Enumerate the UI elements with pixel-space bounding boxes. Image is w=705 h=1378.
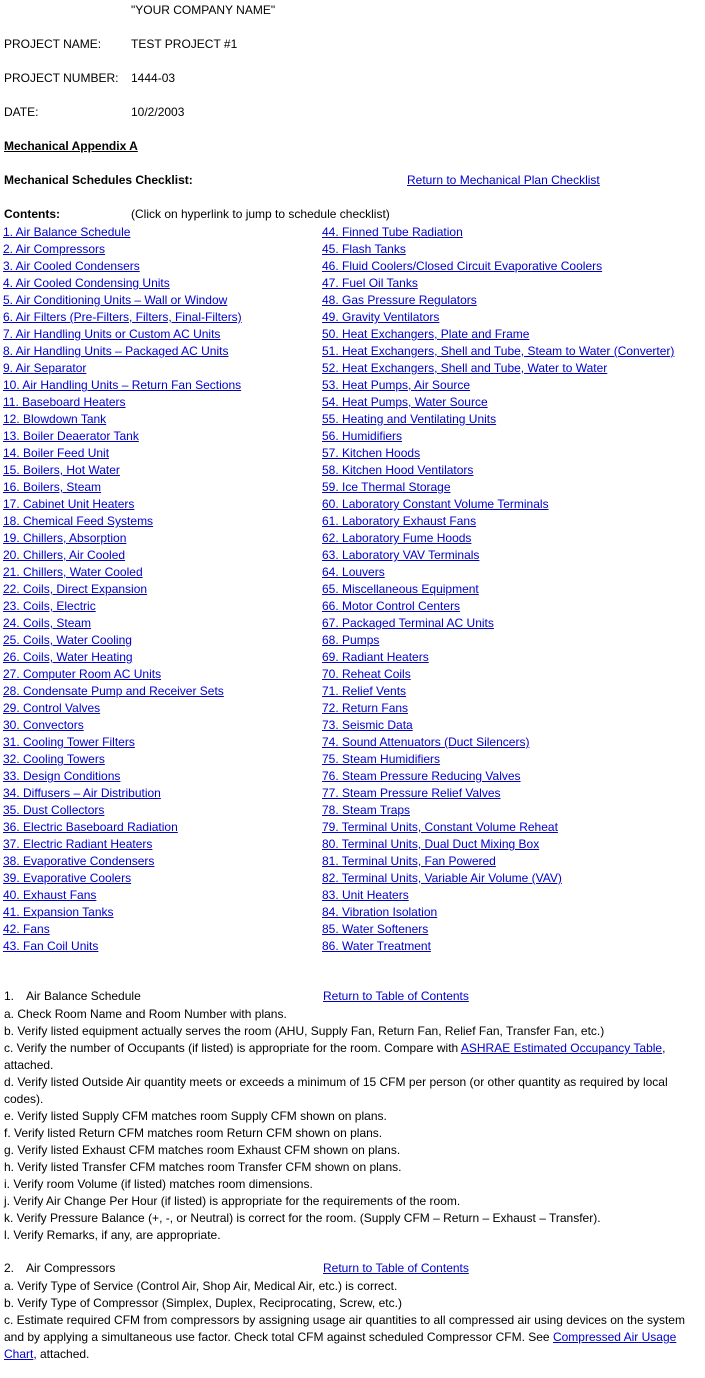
- contents-link[interactable]: 39. Evaporative Coolers: [3, 871, 132, 885]
- contents-link[interactable]: 70. Reheat Coils: [322, 667, 411, 681]
- contents-link[interactable]: 40. Exhaust Fans: [3, 888, 97, 902]
- section1-item-l: l. Verify Remarks, if any, are appropriate.: [4, 1228, 221, 1242]
- contents-link[interactable]: 53. Heat Pumps, Air Source: [322, 378, 471, 392]
- contents-link[interactable]: 84. Vibration Isolation: [322, 905, 438, 919]
- project-number-label: PROJECT NUMBER:: [4, 71, 119, 85]
- contents-link[interactable]: 49. Gravity Ventilators: [322, 310, 440, 324]
- contents-link[interactable]: 7. Air Handling Units or Custom AC Units: [3, 327, 221, 341]
- section1-item-g: g. Verify listed Exhaust CFM matches room Exhaust CFM shown on plans.: [4, 1143, 401, 1157]
- contents-link[interactable]: 58. Kitchen Hood Ventilators: [322, 463, 474, 477]
- contents-link[interactable]: 18. Chemical Feed Systems: [3, 514, 154, 528]
- return-to-plan-checklist-link[interactable]: Return to Mechanical Plan Checklist: [407, 173, 600, 187]
- contents-link[interactable]: 46. Fluid Coolers/Closed Circuit Evaporative Coolers: [322, 259, 603, 273]
- contents-link[interactable]: 72. Return Fans: [322, 701, 409, 715]
- contents-link[interactable]: 74. Sound Attenuators (Duct Silencers): [322, 735, 530, 749]
- contents-link[interactable]: 3. Air Cooled Condensers: [3, 259, 140, 273]
- contents-link[interactable]: 32. Cooling Towers: [3, 752, 105, 766]
- contents-link[interactable]: 52. Heat Exchangers, Shell and Tube, Water to Water: [322, 361, 608, 375]
- contents-link[interactable]: 23. Coils, Electric: [3, 599, 96, 613]
- section2-title: Air Compressors: [26, 1261, 116, 1275]
- contents-link[interactable]: 19. Chillers, Absorption: [3, 531, 127, 545]
- checklist-title: Mechanical Schedules Checklist:: [4, 173, 193, 187]
- section1-title: Air Balance Schedule: [26, 989, 141, 1003]
- contents-link[interactable]: 55. Heating and Ventilating Units: [322, 412, 497, 426]
- contents-link[interactable]: 13. Boiler Deaerator Tank: [3, 429, 139, 443]
- contents-link[interactable]: 31. Cooling Tower Filters: [3, 735, 135, 749]
- contents-link[interactable]: 42. Fans: [3, 922, 50, 936]
- contents-link[interactable]: 43. Fan Coil Units: [3, 939, 99, 953]
- section1-item-c-text: c. Verify the number of Occupants (if listed) is appropriate for the room. Compare with: [4, 1041, 461, 1055]
- contents-label: Contents:: [4, 207, 60, 221]
- section1-item-c-suffix: , attached.: [4, 1041, 666, 1072]
- contents-link[interactable]: 85. Water Softeners: [322, 922, 429, 936]
- contents-link[interactable]: 63. Laboratory VAV Terminals: [322, 548, 480, 562]
- section1-item-c: [4, 1040, 699, 1074]
- appendix-title: Mechanical Appendix A: [4, 139, 138, 153]
- contents-link[interactable]: 27. Computer Room AC Units: [3, 667, 162, 681]
- contents-link[interactable]: 69. Radiant Heaters: [322, 650, 429, 664]
- contents-link[interactable]: 65. Miscellaneous Equipment: [322, 582, 479, 596]
- contents-link[interactable]: 62. Laboratory Fume Hoods: [322, 531, 472, 545]
- contents-link[interactable]: 10. Air Handling Units – Return Fan Sections: [3, 378, 242, 392]
- date-label: DATE:: [4, 105, 39, 119]
- contents-link[interactable]: 51. Heat Exchangers, Shell and Tube, Steam to Water (Converter): [322, 344, 675, 358]
- contents-link[interactable]: 71. Relief Vents: [322, 684, 407, 698]
- section1-item-i: i. Verify room Volume (if listed) matches room dimensions.: [4, 1177, 313, 1191]
- section2-return-to-contents-link[interactable]: Return to Table of Contents: [323, 1261, 469, 1275]
- contents-link[interactable]: 17. Cabinet Unit Heaters: [3, 497, 135, 511]
- contents-link[interactable]: 68. Pumps: [322, 633, 380, 647]
- section2-item-a: a. Verify Type of Service (Control Air, Shop Air, Medical Air, etc.) is correct.: [4, 1279, 398, 1293]
- contents-link[interactable]: 77. Steam Pressure Relief Valves: [322, 786, 501, 800]
- section1-item-b: b. Verify listed equipment actually serves the room (AHU, Supply Fan, Return Fan, Relief Fan, Transfer Fan, etc.): [4, 1024, 605, 1038]
- contents-link[interactable]: 82. Terminal Units, Variable Air Volume (VAV): [322, 871, 562, 885]
- contents-link[interactable]: 73. Seismic Data: [322, 718, 413, 732]
- contents-link[interactable]: 57. Kitchen Hoods: [322, 446, 421, 460]
- contents-link[interactable]: 20. Chillers, Air Cooled: [3, 548, 126, 562]
- contents-link[interactable]: 6. Air Filters (Pre-Filters, Filters, Final-Filters): [3, 310, 242, 324]
- contents-link[interactable]: 45. Flash Tanks: [322, 242, 406, 256]
- contents-left-column: [3, 224, 242, 955]
- contents-link[interactable]: 56. Humidifiers: [322, 429, 403, 443]
- contents-link[interactable]: 79. Terminal Units, Constant Volume Reheat: [322, 820, 558, 834]
- section1-body: [4, 1006, 699, 1244]
- section1-item-f: f. Verify listed Return CFM matches room Return CFM shown on plans.: [4, 1126, 383, 1140]
- contents-link[interactable]: 86. Water Treatment: [322, 939, 431, 953]
- contents-link[interactable]: 1. Air Balance Schedule: [3, 225, 131, 239]
- contents-link[interactable]: 34. Diffusers – Air Distribution: [3, 786, 161, 800]
- section2-number: 2.: [4, 1261, 15, 1275]
- contents-link[interactable]: 15. Boilers, Hot Water: [3, 463, 120, 477]
- section1-item-h: h. Verify listed Transfer CFM matches room Transfer CFM shown on plans.: [4, 1160, 402, 1174]
- contents-link[interactable]: 11. Baseboard Heaters: [3, 395, 126, 409]
- contents-link[interactable]: 2. Air Compressors: [3, 242, 106, 256]
- contents-link[interactable]: 80. Terminal Units, Dual Duct Mixing Box: [322, 837, 540, 851]
- contents-link[interactable]: 35. Dust Collectors: [3, 803, 105, 817]
- contents-link[interactable]: 54. Heat Pumps, Water Source: [322, 395, 488, 409]
- date-value: 10/2/2003: [131, 105, 185, 119]
- section1-item-a: a. Check Room Name and Room Number with plans.: [4, 1007, 287, 1021]
- section1-item-j: j. Verify Air Change Per Hour (if listed) is appropriate for the requirements of the room.: [4, 1194, 461, 1208]
- contents-link[interactable]: 33. Design Conditions: [3, 769, 121, 783]
- contents-link[interactable]: 30. Convectors: [3, 718, 84, 732]
- contents-link[interactable]: 59. Ice Thermal Storage: [322, 480, 451, 494]
- section1-item-e: e. Verify listed Supply CFM matches room Supply CFM shown on plans.: [4, 1109, 387, 1123]
- section1-item-d: d. Verify listed Outside Air quantity meets or exceeds a minimum of 15 CFM per person (or other quantity as required by local codes).: [4, 1075, 668, 1106]
- contents-link[interactable]: 78. Steam Traps: [322, 803, 411, 817]
- contents-link[interactable]: 61. Laboratory Exhaust Fans: [322, 514, 477, 528]
- section2-item-c: [4, 1312, 699, 1363]
- contents-link[interactable]: 5. Air Conditioning Units – Wall or Window: [3, 293, 228, 307]
- project-number-value: 1444-03: [131, 71, 176, 85]
- contents-link[interactable]: 60. Laboratory Constant Volume Terminals: [322, 497, 549, 511]
- contents-link[interactable]: 50. Heat Exchangers, Plate and Frame: [322, 327, 530, 341]
- section2-item-c-text: c. Estimate required CFM from compressors by assigning usage air quantities to all compressed air using devices on the system and by applying a simultaneous use factor. Check total CFM against scheduled Compressor CFM. See: [4, 1313, 685, 1344]
- contents-link[interactable]: 4. Air Cooled Condensing Units: [3, 276, 170, 290]
- contents-link[interactable]: 44. Finned Tube Radiation: [322, 225, 463, 239]
- contents-link[interactable]: 14. Boiler Feed Unit: [3, 446, 110, 460]
- contents-hint: (Click on hyperlink to jump to schedule checklist): [131, 207, 390, 221]
- contents-link[interactable]: 76. Steam Pressure Reducing Valves: [322, 769, 521, 783]
- contents-link[interactable]: 83. Unit Heaters: [322, 888, 409, 902]
- contents-link[interactable]: 67. Packaged Terminal AC Units: [322, 616, 494, 630]
- contents-link[interactable]: 25. Coils, Water Cooling: [3, 633, 132, 647]
- contents-link[interactable]: 48. Gas Pressure Regulators: [322, 293, 477, 307]
- contents-link[interactable]: 9. Air Separator: [3, 361, 87, 375]
- contents-link[interactable]: 47. Fuel Oil Tanks: [322, 276, 418, 290]
- section1-item-k: k. Verify Pressure Balance (+, -, or Neutral) is correct for the room. (Supply CFM – Return – Exhaust – Transfer).: [4, 1211, 601, 1225]
- contents-link[interactable]: 66. Motor Control Centers: [322, 599, 461, 613]
- contents-link[interactable]: 81. Terminal Units, Fan Powered: [322, 854, 496, 868]
- contents-link[interactable]: 24. Coils, Steam: [3, 616, 92, 630]
- contents-link[interactable]: 41. Expansion Tanks: [3, 905, 114, 919]
- contents-link[interactable]: 28. Condensate Pump and Receiver Sets: [3, 684, 224, 698]
- contents-link[interactable]: 75. Steam Humidifiers: [322, 752, 441, 766]
- section2-item-b: b. Verify Type of Compressor (Simplex, Duplex, Reciprocating, Screw, etc.): [4, 1296, 402, 1310]
- contents-link[interactable]: 16. Boilers, Steam: [3, 480, 102, 494]
- contents-link[interactable]: 37. Electric Radiant Heaters: [3, 837, 153, 851]
- contents-link[interactable]: 8. Air Handling Units – Packaged AC Units: [3, 344, 229, 358]
- contents-link[interactable]: 12. Blowdown Tank: [3, 412, 107, 426]
- contents-link[interactable]: 26. Coils, Water Heating: [3, 650, 133, 664]
- contents-link[interactable]: 21. Chillers, Water Cooled: [3, 565, 143, 579]
- contents-right-column: [322, 224, 674, 955]
- contents-link[interactable]: 64. Louvers: [322, 565, 385, 579]
- contents-link[interactable]: 38. Evaporative Condensers: [3, 854, 155, 868]
- section2-item-c-suffix: , attached.: [33, 1347, 90, 1361]
- contents-link[interactable]: 29. Control Valves: [3, 701, 101, 715]
- contents-link[interactable]: 36. Electric Baseboard Radiation: [3, 820, 178, 834]
- project-name-value: TEST PROJECT #1: [131, 37, 238, 51]
- section2-body: [4, 1278, 699, 1363]
- section1-number: 1.: [4, 989, 15, 1003]
- section1-return-to-contents-link[interactable]: Return to Table of Contents: [323, 989, 469, 1003]
- ashrae-occupancy-table-link[interactable]: ASHRAE Estimated Occupancy Table: [460, 1041, 663, 1055]
- contents-link[interactable]: 22. Coils, Direct Expansion: [3, 582, 148, 596]
- company-name: "YOUR COMPANY NAME": [131, 3, 276, 17]
- project-name-label: PROJECT NAME:: [4, 37, 102, 51]
- compressed-air-usage-chart-link[interactable]: Compressed Air Usage Chart: [4, 1330, 677, 1361]
